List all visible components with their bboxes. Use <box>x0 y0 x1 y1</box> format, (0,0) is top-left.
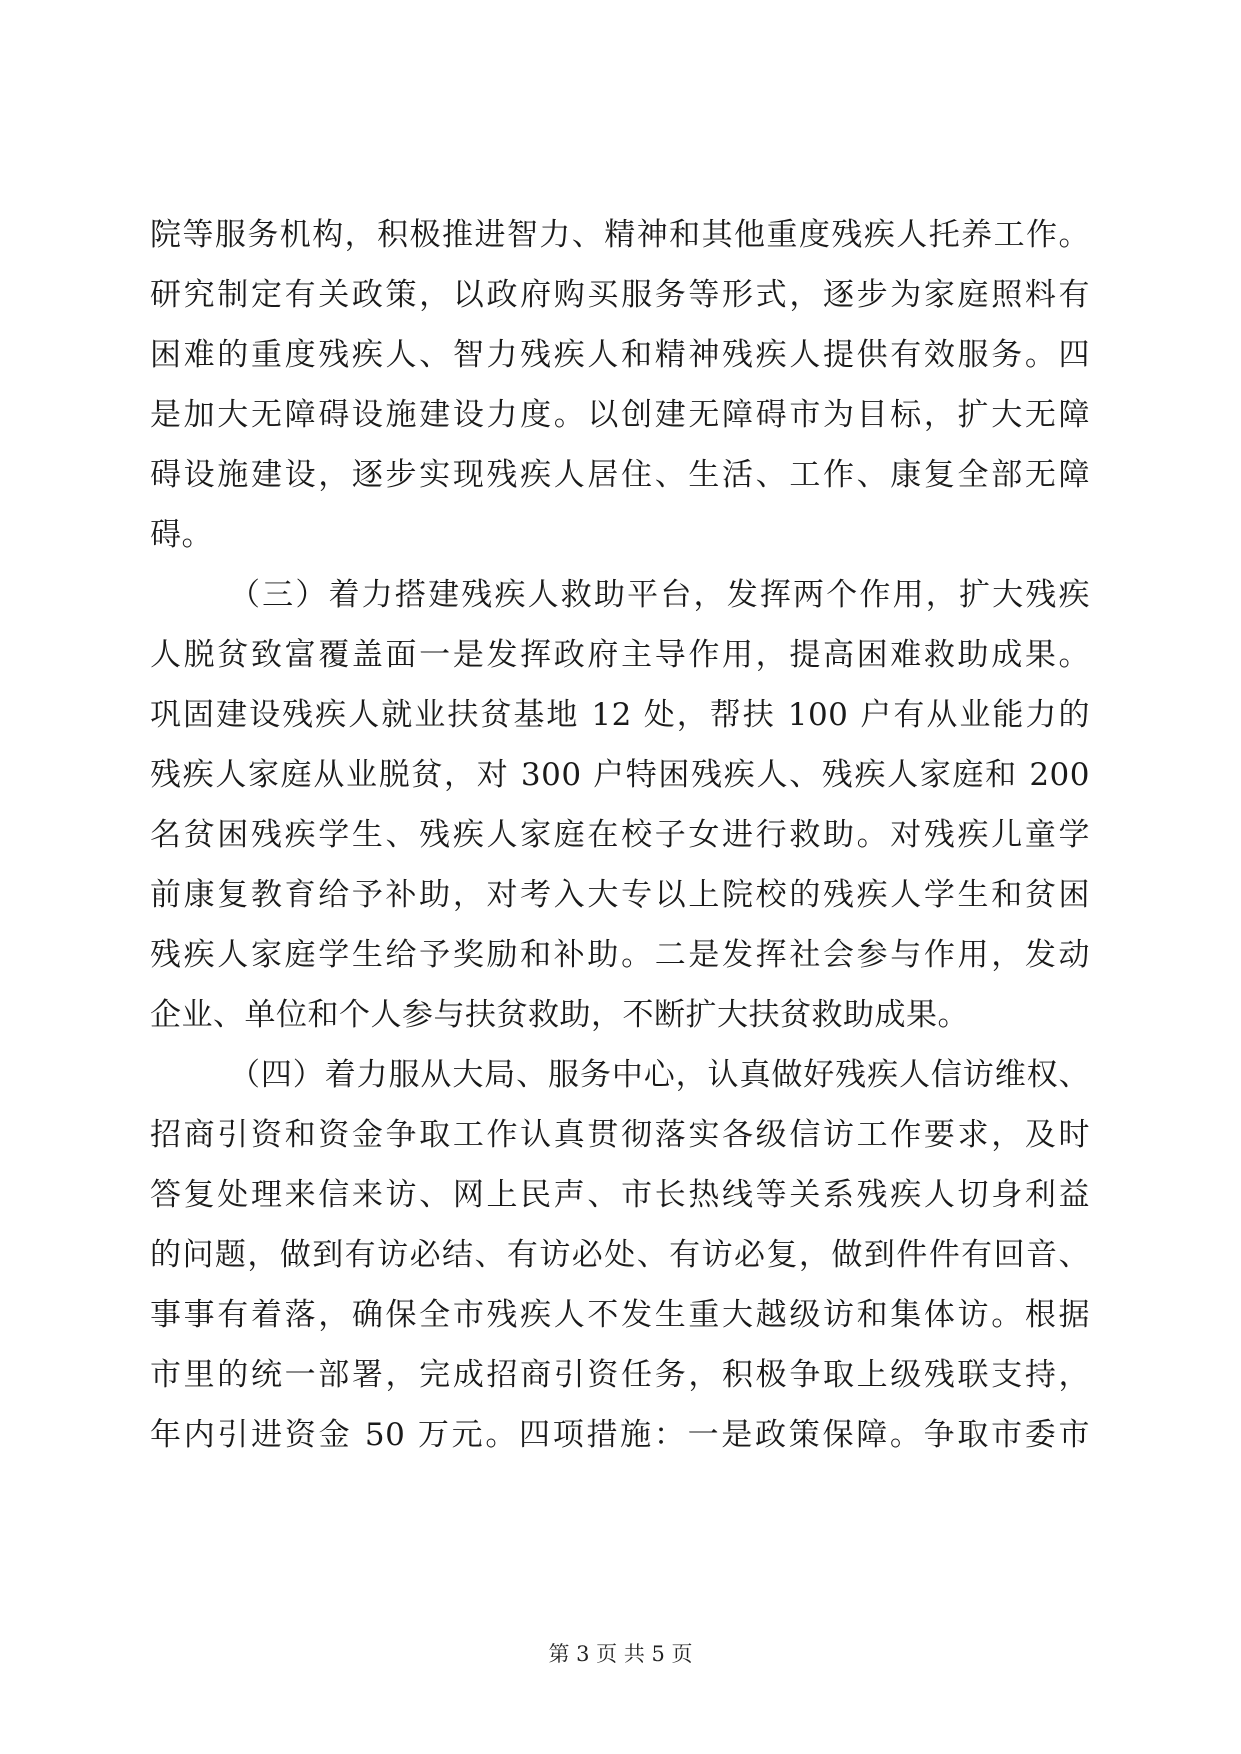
text-line: 院等服务机构，积极推进智力、精神和其他重度残疾人托养工作。 <box>150 217 1090 253</box>
section-heading-line: （四）着力服从大局、服务中心，认真做好残疾人信访维权、 <box>229 1057 1090 1093</box>
text-line: 名贫困残疾学生、残疾人家庭在校子女进行救助。对残疾儿童学 <box>150 817 1090 853</box>
text-line: 巩固建设残疾人就业扶贫基地 12 处，帮扶 100 户有从业能力的 <box>150 697 1090 733</box>
text-line: 前康复教育给予补助，对考入大专以上院校的残疾人学生和贫困 <box>150 877 1090 913</box>
text-line: 年内引进资金 50 万元。四项措施：一是政策保障。争取市委市 <box>150 1417 1090 1453</box>
text-line: 困难的重度残疾人、智力残疾人和精神残疾人提供有效服务。四 <box>150 337 1090 373</box>
text-line: 碍。 <box>150 517 213 553</box>
text-line: 是加大无障碍设施建设力度。以创建无障碍市为目标，扩大无障 <box>150 397 1090 433</box>
text-line: 残疾人家庭从业脱贫，对 300 户特困残疾人、残疾人家庭和 200 <box>150 757 1090 793</box>
text-line: 招商引资和资金争取工作认真贯彻落实各级信访工作要求，及时 <box>150 1117 1090 1153</box>
text-line: 碍设施建设，逐步实现残疾人居住、生活、工作、康复全部无障 <box>150 457 1090 493</box>
text-line: 的问题，做到有访必结、有访必处、有访必复，做到件件有回音、 <box>150 1237 1090 1273</box>
text-line: 研究制定有关政策，以政府购买服务等形式，逐步为家庭照料有 <box>150 277 1090 313</box>
text-line: 人脱贫致富覆盖面一是发挥政府主导作用，提高困难救助成果。 <box>150 637 1090 673</box>
document-body <box>150 205 1090 1465</box>
page-number-footer: 第 3 页 共 5 页 <box>548 1642 693 1666</box>
text-line: 事事有着落，确保全市残疾人不发生重大越级访和集体访。根据 <box>150 1297 1090 1333</box>
text-line: 企业、单位和个人参与扶贫救助，不断扩大扶贫救助成果。 <box>150 997 969 1033</box>
section-heading-line: （三）着力搭建残疾人救助平台，发挥两个作用，扩大残疾 <box>229 577 1090 613</box>
text-line: 残疾人家庭学生给予奖励和补助。二是发挥社会参与作用，发动 <box>150 937 1090 973</box>
text-line: 市里的统一部署，完成招商引资任务，积极争取上级残联支持， <box>150 1357 1090 1393</box>
text-line: 答复处理来信来访、网上民声、市长热线等关系残疾人切身利益 <box>150 1177 1090 1213</box>
